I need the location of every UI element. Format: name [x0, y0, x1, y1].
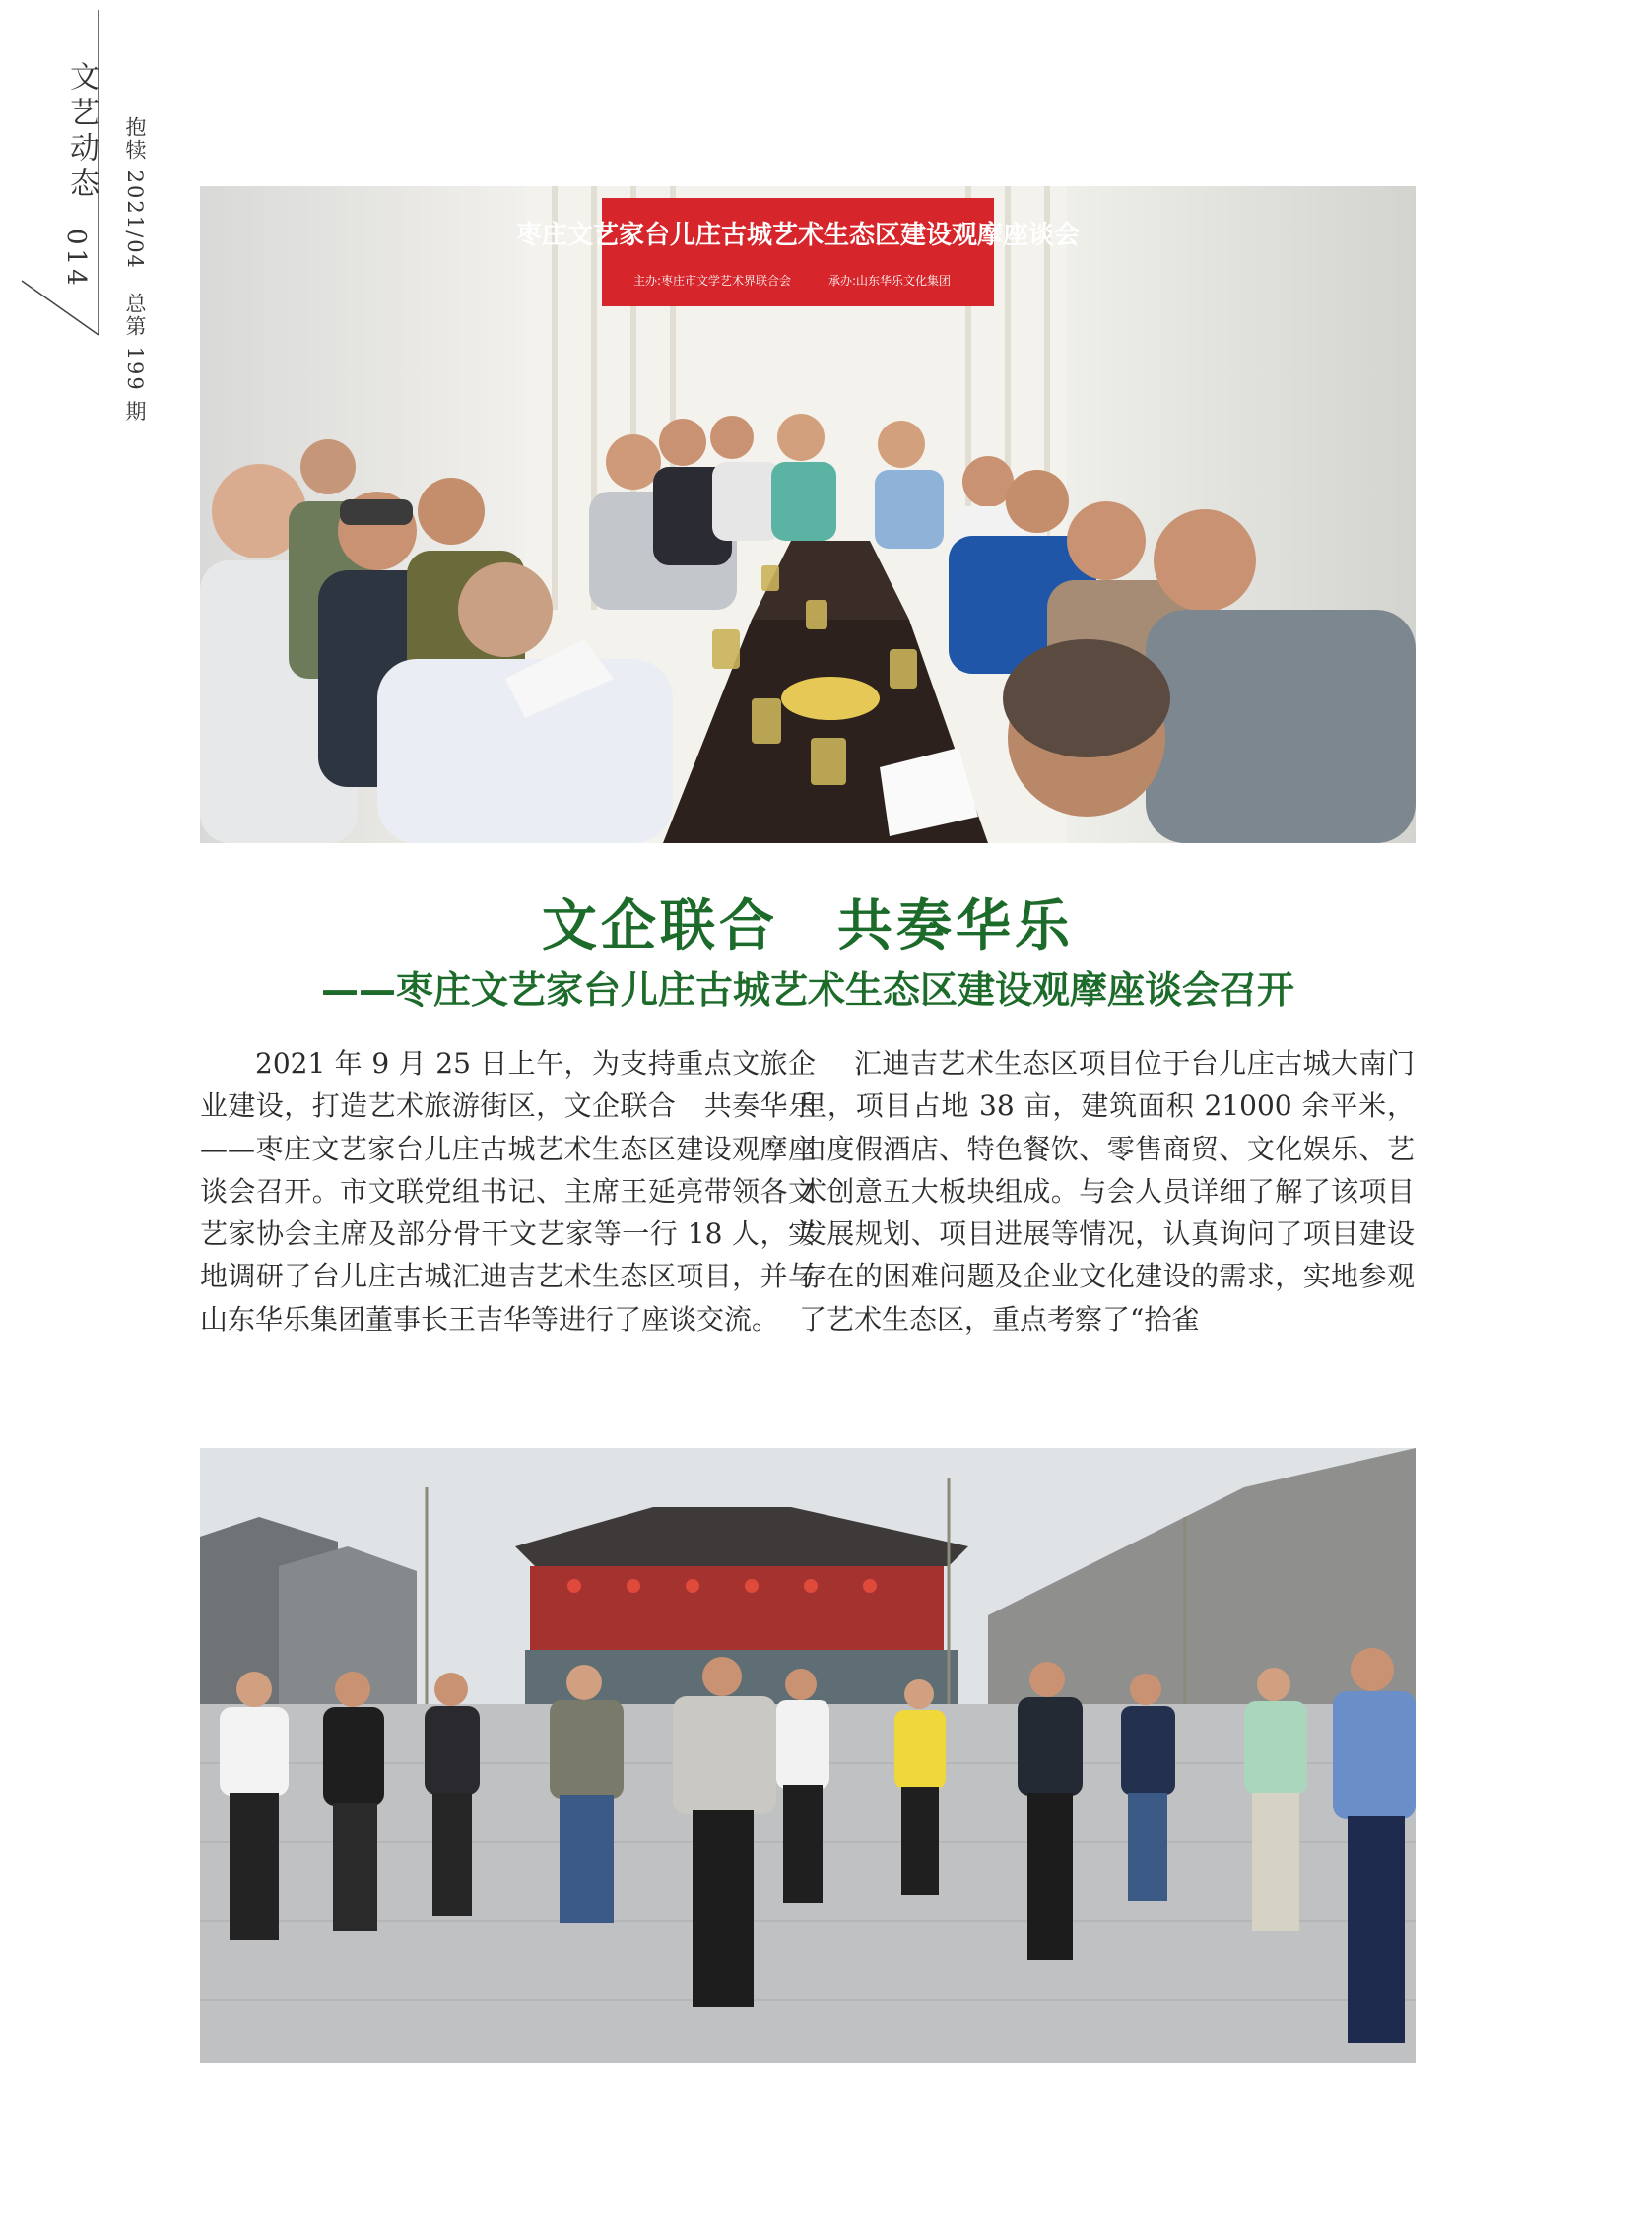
paragraph-right: 汇迪吉艺术生态区项目位于台儿庄古城大南门里，项目占地 38 亩，建筑面积 21000 余平米，由度假酒店、特色餐饮、零售商贸、文化娱乐、艺术创意五大板块组成。与会人员详细了解了该项目发展规划、项目进展等情况，认真询问了项目建设存在的困难问题及企业文化建设的需求，实地参观了艺术生态区，重点考察了“拾雀: [799, 1047, 1415, 1336]
banner-organizer: 承办:山东华乐文化集团: [827, 274, 952, 288]
banner-host: 主办:枣庄市文学艺术界联合会: [632, 274, 792, 288]
section-label: 文艺动态: [64, 61, 99, 203]
article-column-right: [799, 1042, 1415, 1341]
site-visit-photo: [200, 1448, 1416, 2063]
article-column-left: [200, 1042, 816, 1341]
article-subtitle: ——枣庄文艺家台儿庄古城艺术生态区建设观摩座谈会召开: [320, 968, 1294, 1012]
page-number: 014: [61, 229, 91, 290]
meeting-banner: [602, 198, 994, 306]
article-title: 文企联合 共奏华乐: [542, 894, 1074, 958]
meeting-photo: [200, 186, 1416, 843]
paragraph-left: 2021 年 9 月 25 日上午，为支持重点文旅企业建设，打造艺术旅游街区，文企联合 共奏华乐——枣庄文艺家台儿庄古城艺术生态区建设观摩座谈会召开。市文联党组书记、主席王延亮带领各文艺家协会主席及部分骨干文艺家等一行 18 人，实地调研了台儿庄古城汇迪吉艺术生态区项目，并与山东华乐集团董事长王吉华等进行了座谈交流。: [200, 1047, 816, 1336]
issue-label: 抱犊 2021/04 总第 199 期: [123, 116, 147, 424]
banner-title: 枣庄文艺家台儿庄古城艺术生态区建设观摩座谈会: [515, 221, 1081, 250]
